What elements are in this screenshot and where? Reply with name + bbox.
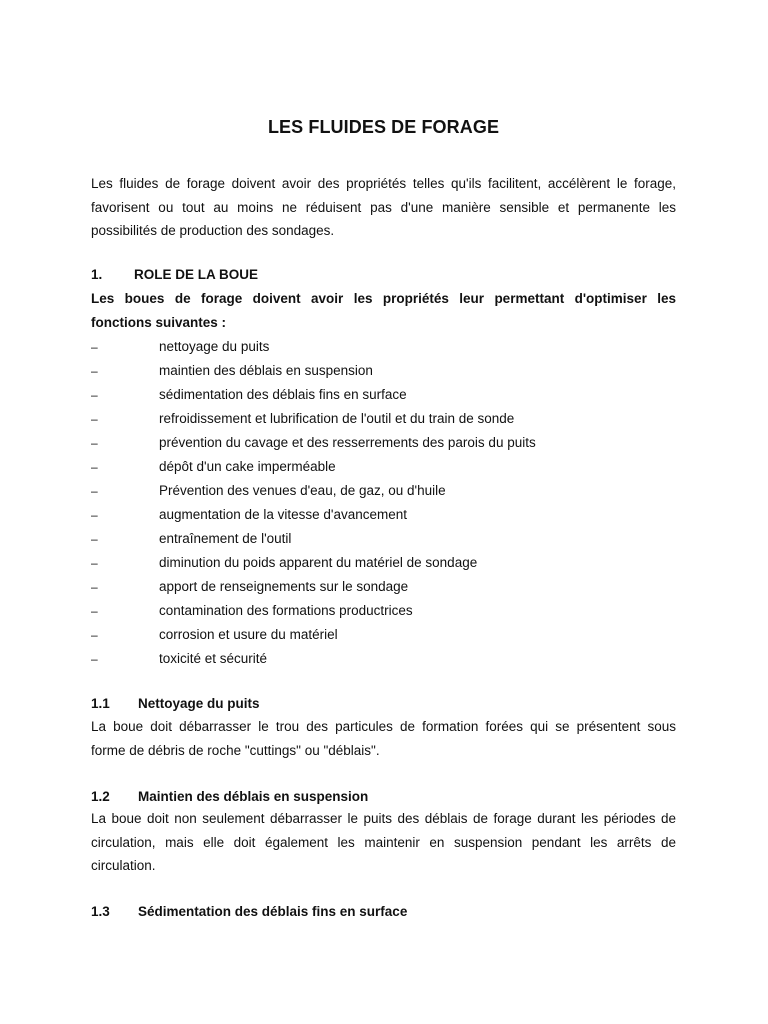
dash-bullet: – xyxy=(91,436,98,450)
intro-paragraph xyxy=(91,172,676,243)
list-item xyxy=(91,528,676,552)
section-1-1-heading xyxy=(91,696,260,711)
list-item-text: Prévention des venues d'eau, de gaz, ou d'huile xyxy=(159,483,446,498)
section-number: 1. xyxy=(91,267,103,282)
dash-bullet: – xyxy=(91,460,98,474)
list-item-text: nettoyage du puits xyxy=(159,339,270,354)
section-title: ROLE DE LA BOUE xyxy=(134,267,259,282)
dash-bullet: – xyxy=(91,340,98,354)
list-item xyxy=(91,384,676,408)
list-item-text: prévention du cavage et des resserrements des parois du puits xyxy=(159,435,536,450)
dash-bullet: – xyxy=(91,604,98,618)
section-1-lead xyxy=(91,287,676,334)
functions-list xyxy=(91,336,676,672)
list-item-text: apport de renseignements sur le sondage xyxy=(159,579,409,594)
paragraph-line: La boue doit non seulement débarrasser le puits des déblais de forage durant les périodes de xyxy=(91,811,676,826)
section-number: 1.2 xyxy=(91,789,110,804)
list-item xyxy=(91,648,676,672)
list-item-text: contamination des formations productrices xyxy=(159,603,413,618)
dash-bullet: – xyxy=(91,556,98,570)
section-title: Nettoyage du puits xyxy=(138,696,260,711)
section-1-2-paragraph xyxy=(91,807,676,878)
section-title: Sédimentation des déblais fins en surface xyxy=(138,904,408,919)
list-item-text: sédimentation des déblais fins en surface xyxy=(159,387,407,402)
list-item-text: corrosion et usure du matériel xyxy=(159,627,338,642)
list-item xyxy=(91,408,676,432)
section-1-heading xyxy=(91,267,258,282)
section-1-1-paragraph xyxy=(91,715,676,762)
list-item xyxy=(91,432,676,456)
intro-line: favorisent ou tout au moins ne réduisent pas d'une manière sensible et permanente les xyxy=(91,199,676,215)
section-number: 1.3 xyxy=(91,904,110,919)
paragraph-line: La boue doit débarrasser le trou des particules de formation forées qui se présentent sous xyxy=(91,719,676,734)
list-item-text: diminution du poids apparent du matériel de sondage xyxy=(159,555,478,570)
list-item xyxy=(91,624,676,648)
paragraph-line: circulation. xyxy=(91,858,156,873)
list-item xyxy=(91,576,676,600)
list-item-text: entraînement de l'outil xyxy=(159,531,292,546)
dash-bullet: – xyxy=(91,364,98,378)
dash-bullet: – xyxy=(91,532,98,546)
dash-bullet: – xyxy=(91,652,98,666)
dash-bullet: – xyxy=(91,580,98,594)
dash-bullet: – xyxy=(91,484,98,498)
intro-line: possibilités de production des sondages. xyxy=(91,223,335,238)
dash-bullet: – xyxy=(91,412,98,426)
list-item-text: refroidissement et lubrification de l'outil et du train de sonde xyxy=(159,411,515,426)
dash-bullet: – xyxy=(91,388,98,402)
list-item xyxy=(91,552,676,576)
document-title: LES FLUIDES DE FORAGE xyxy=(267,117,500,137)
section-1-3-heading xyxy=(91,904,407,919)
section-1-2-heading xyxy=(91,789,368,804)
list-item-text: toxicité et sécurité xyxy=(159,651,268,666)
list-item xyxy=(91,456,676,480)
list-item-text: augmentation de la vitesse d'avancement xyxy=(159,507,407,522)
section-title: Maintien des déblais en suspension xyxy=(138,789,369,804)
paragraph-line: forme de débris de roche "cuttings" ou "déblais". xyxy=(91,742,380,758)
section-number: 1.1 xyxy=(91,696,110,711)
list-item-text: dépôt d'un cake imperméable xyxy=(159,459,336,474)
list-item xyxy=(91,600,676,624)
list-item xyxy=(91,360,676,384)
list-item xyxy=(91,336,676,360)
lead-line: Les boues de forage doivent avoir les propriétés leur permettant d'optimiser les xyxy=(91,291,676,306)
list-item xyxy=(91,504,676,528)
document-page xyxy=(91,0,676,1024)
list-item xyxy=(91,480,676,504)
lead-line: fonctions suivantes : xyxy=(91,314,227,330)
dash-bullet: – xyxy=(91,628,98,642)
dash-bullet: – xyxy=(91,508,98,522)
paragraph-line: circulation, mais elle doit également les maintenir en suspension pendant les arrêts de xyxy=(91,834,676,850)
intro-line: Les fluides de forage doivent avoir des propriétés telles qu'ils facilitent, accélèrent le forage, xyxy=(91,176,676,191)
list-item-text: maintien des déblais en suspension xyxy=(159,363,373,378)
